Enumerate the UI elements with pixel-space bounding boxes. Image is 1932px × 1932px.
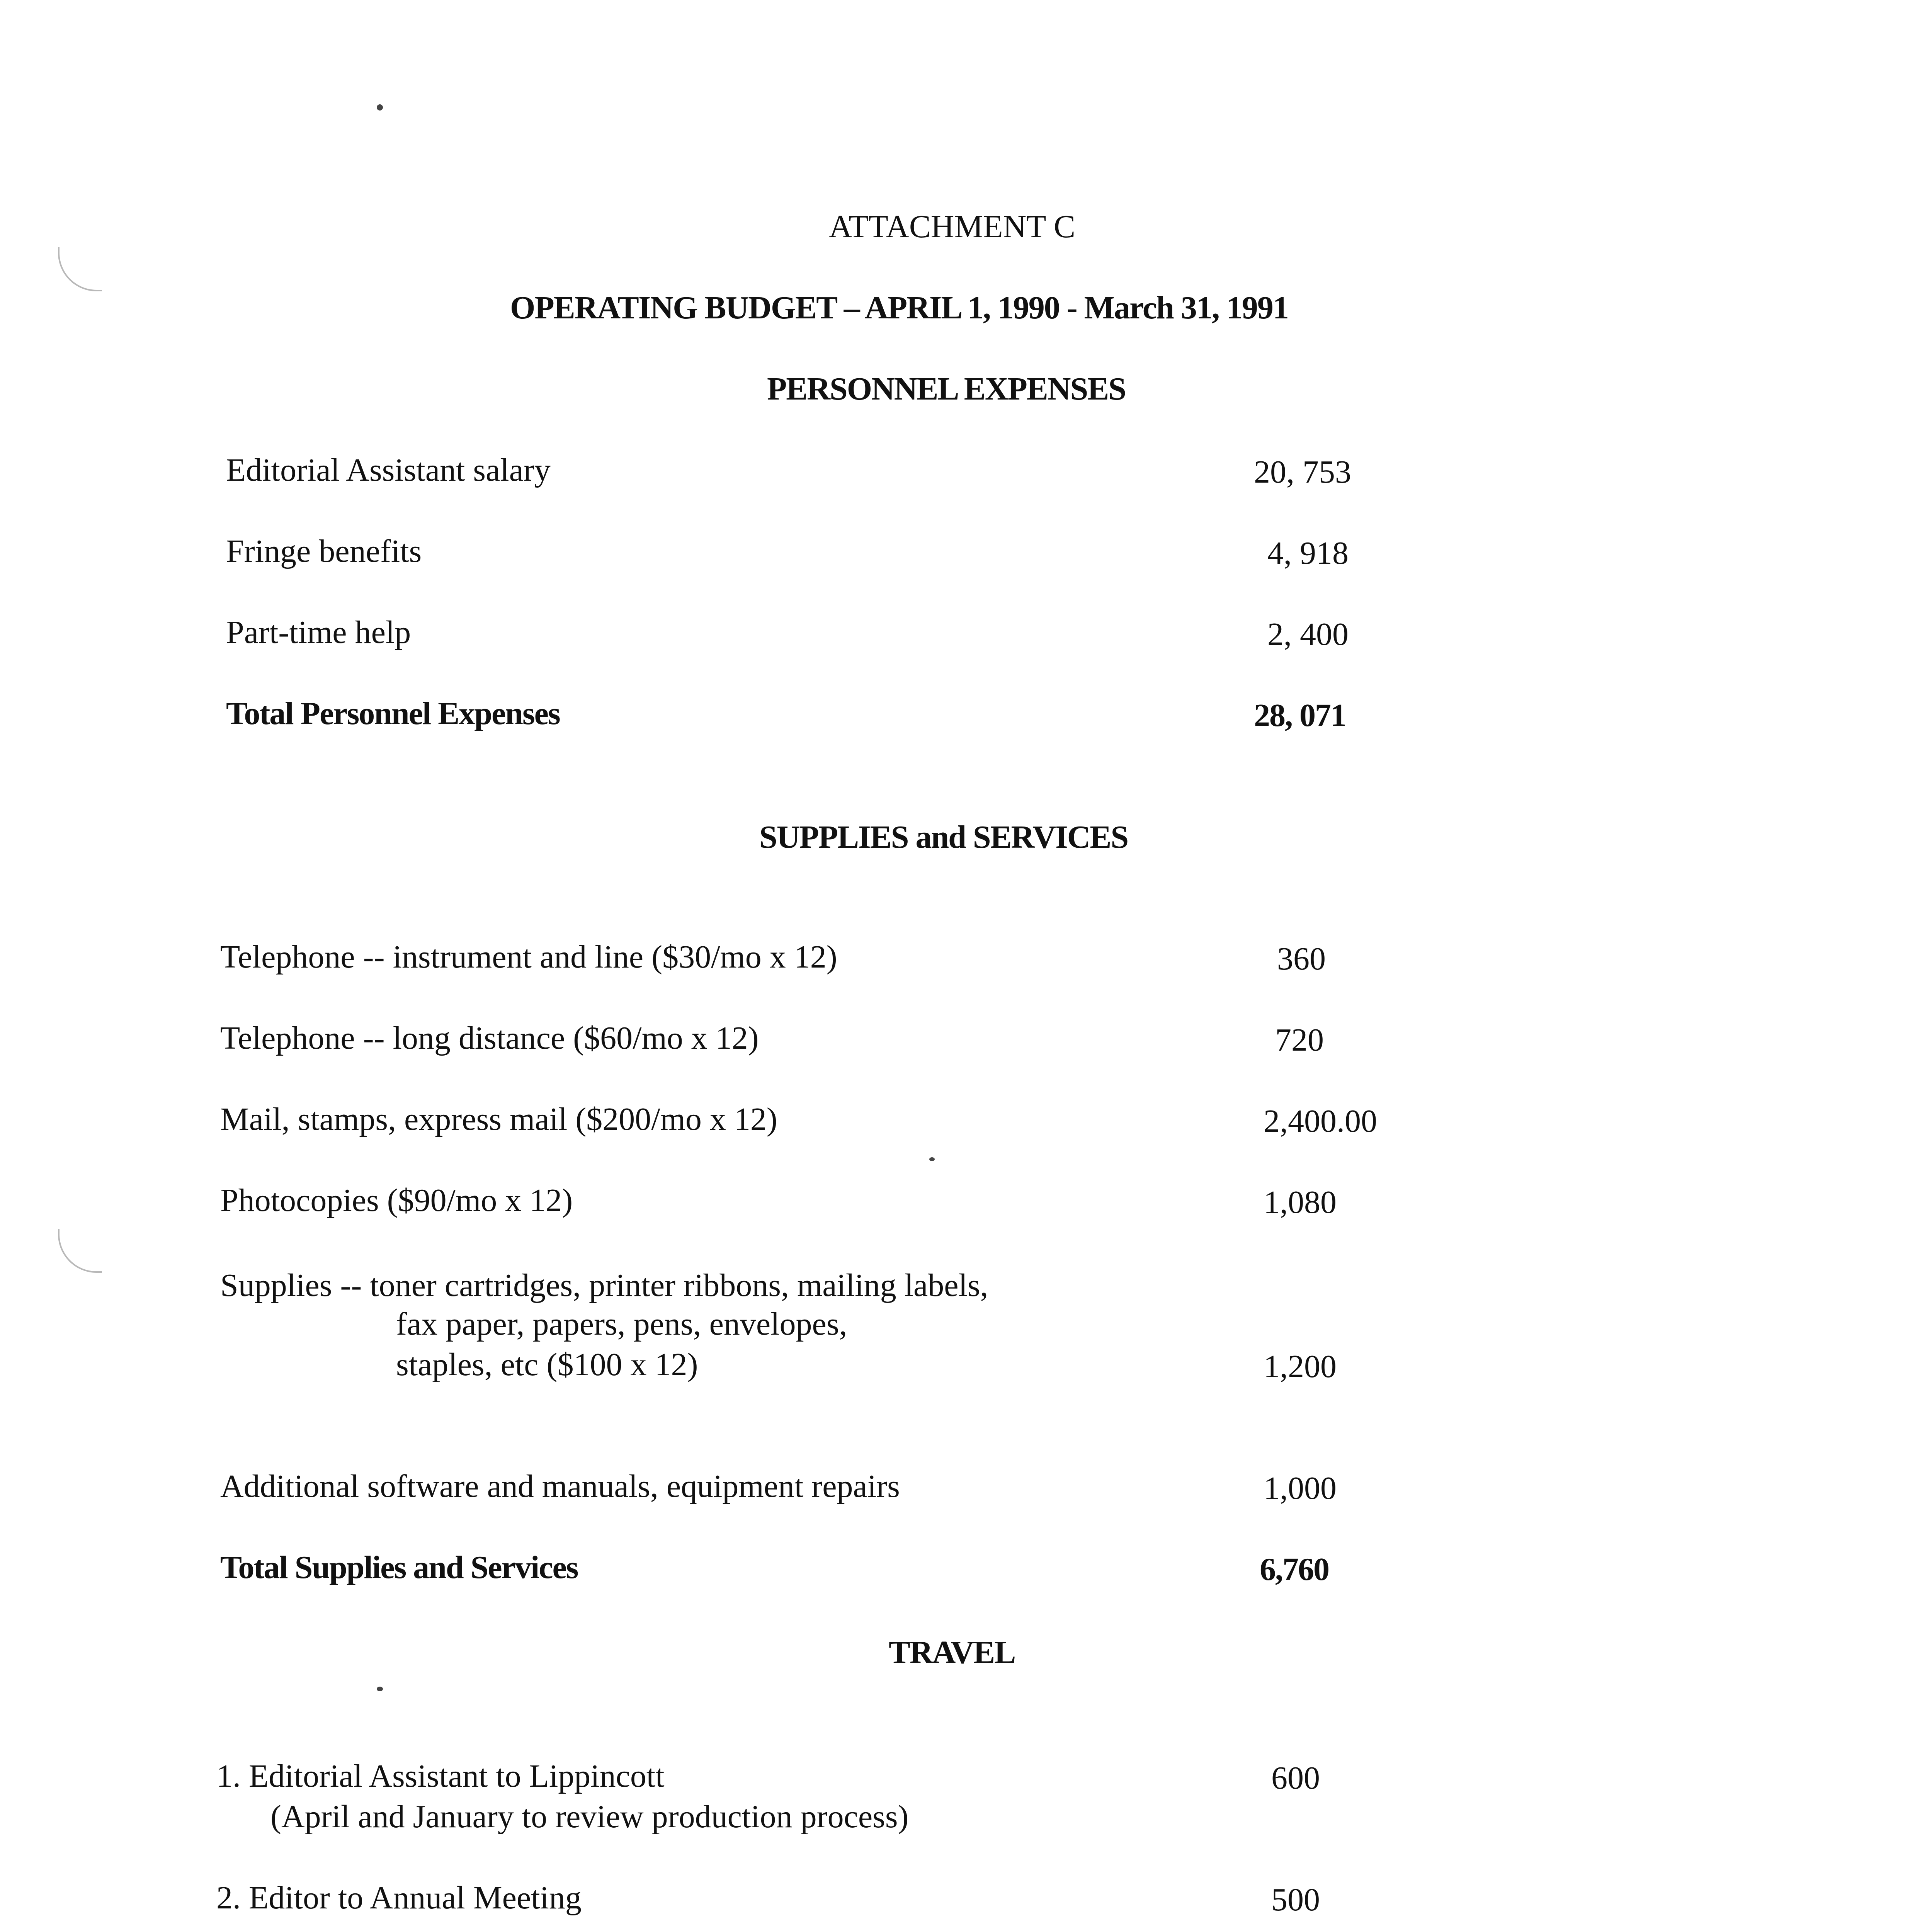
personnel-total-label: Total Personnel Expenses — [226, 696, 560, 731]
supplies-item-amount: 2,400.00 — [1264, 1103, 1377, 1139]
supplies-item-label: Mail, stamps, express mail ($200/mo x 12) — [220, 1101, 777, 1137]
supplies-total-amount: 6,760 — [1260, 1551, 1329, 1587]
personnel-item-amount: 2, 400 — [1267, 616, 1349, 652]
supplies-total-label: Total Supplies and Services — [220, 1549, 578, 1585]
supplies-item-amount: 720 — [1275, 1022, 1324, 1058]
punch-hole-mark — [58, 247, 102, 291]
travel-item-amount: 500 — [1271, 1882, 1320, 1918]
personnel-item-label: Editorial Assistant salary — [226, 452, 551, 488]
budget-title: OPERATING BUDGET – APRIL 1, 1990 - March 31, 1991 — [510, 290, 1288, 326]
personnel-total-amount: 28, 071 — [1254, 697, 1346, 733]
attachment-label: ATTACHMENT C — [829, 209, 1076, 245]
personnel-heading: PERSONNEL EXPENSES — [767, 371, 1126, 407]
supplies-detail-line: fax paper, papers, pens, envelopes, — [396, 1306, 847, 1342]
travel-heading: TRAVEL — [889, 1634, 1015, 1670]
scan-speck — [929, 1157, 935, 1161]
personnel-item-label: Part-time help — [226, 614, 411, 650]
software-label: Additional software and manuals, equipment repairs — [220, 1468, 900, 1504]
supplies-item-label: Telephone -- long distance ($60/mo x 12) — [220, 1020, 759, 1056]
personnel-item-amount: 20, 753 — [1254, 454, 1351, 490]
supplies-item-amount: 360 — [1277, 941, 1326, 977]
supplies-detail-line: staples, etc ($100 x 12) — [396, 1347, 698, 1383]
travel-item-label: 2. Editor to Annual Meeting — [216, 1880, 582, 1916]
travel-item-amount: 600 — [1271, 1760, 1320, 1796]
scan-speck — [377, 104, 383, 111]
scan-speck — [377, 1687, 383, 1691]
supplies-heading: SUPPLIES and SERVICES — [759, 819, 1128, 855]
supplies-detail-amount: 1,200 — [1264, 1349, 1337, 1384]
travel-item-label: 1. Editorial Assistant to Lippincott — [216, 1758, 665, 1794]
software-amount: 1,000 — [1264, 1470, 1337, 1506]
personnel-item-label: Fringe benefits — [226, 533, 422, 569]
punch-hole-mark — [58, 1229, 102, 1273]
travel-item-detail: (April and January to review production process) — [270, 1799, 909, 1835]
supplies-detail-line: Supplies -- toner cartridges, printer ribbons, mailing labels, — [220, 1267, 988, 1303]
supplies-item-label: Photocopies ($90/mo x 12) — [220, 1182, 573, 1218]
personnel-item-amount: 4, 918 — [1267, 535, 1349, 571]
supplies-item-amount: 1,080 — [1264, 1184, 1337, 1220]
supplies-item-label: Telephone -- instrument and line ($30/mo x 12) — [220, 939, 837, 975]
